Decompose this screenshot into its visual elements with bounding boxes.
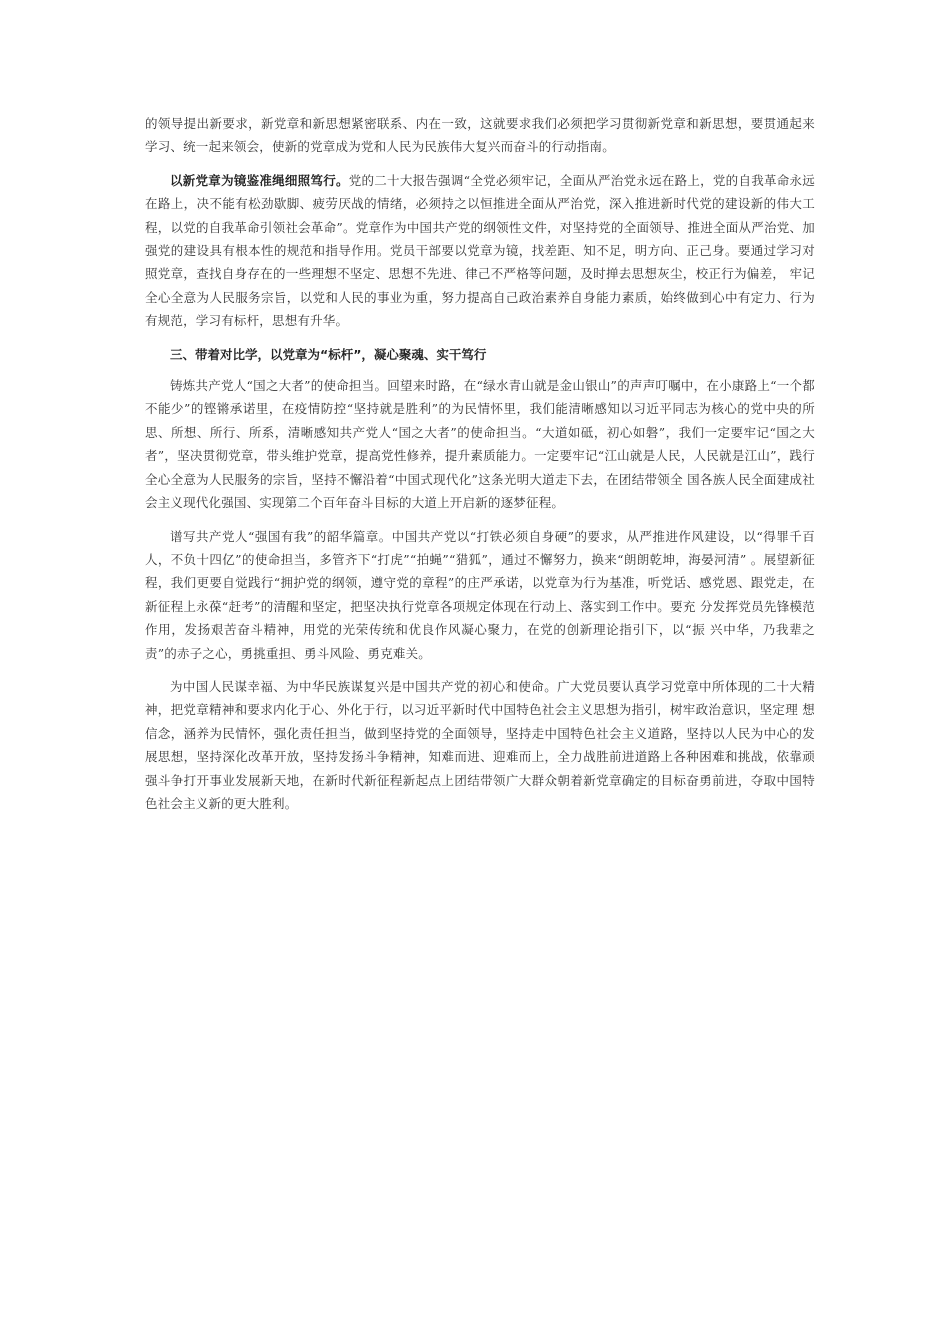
paragraph-lead: 以新党章为镜鉴准绳细照笃行。 (170, 172, 349, 188)
paragraph-mission: 铸炼共产党人“国之大者”的使命担当。回望来时路，在“绿水青山就是金山银山”的声声叮嘱中，在小康路上“一个都不能少”的铿锵承诺里，在疫情防控“坚持就是胜利”的为民情怀里，我们能清晰感知以习近平同志为核心的党中央的所思、所想、所行、所系，清晰感知共产党人“国之大者”的使命担当。“大道如砥，初心如磐”，我们一定要牢记“国之大者”，坚决贯彻党章，带头维护党章，提高党性修养，提升素质能力。一定要牢记“江山就是人民，人民就是江山”，践行全心全意为人民服务的宗旨，坚持不懈沿着“中国式现代化”这条光明大道走下去，在团结带领全 国各族人民全面建成社会主义现代化强国、实现第二个百年奋斗目标的大道上开启新的逐梦征程。 (145, 378, 815, 511)
document-page (145, 112, 815, 825)
paragraph-original-aspiration: 为中国人民谋幸福、为中华民族谋复兴是中国共产党的初心和使命。广大党员要认真学习党章中所体现的二十大精神，把党章精神和要求内化于心、外化于行，以习近平新时代中国特色社会主义思想为指引，树牢政治意识，坚定理 想信念，涵养为民情怀，强化责任担当，做到坚持党的全面领导，坚持走中国特色社会主义道路，坚持以人民为中心的发 展思想，坚持深化改革开放，坚持发扬斗争精神，知难而进、迎难而上，全力战胜前进道路上各种困难和挑战，依靠顽 强斗争打开事业发展新天地，在新时代新征程新起点上团结带领广大群众朝着新党章确定的目标奋勇前进，夺取中国特 色社会主义新的更大胜利。 (145, 678, 815, 811)
paragraph-mirror (145, 169, 815, 333)
paragraph-text: 的领导提出新要求，新党章和新思想紧密联系、内在一致，这就要求我们必须把学习贯彻新党章和新思想，要贯通起来学习、统一起来领会，使新的党章成为党和人民为民族伟大复兴而奋斗的行动指南。 (145, 116, 815, 155)
paragraph-text: 党的二十大报告强调“全党必须牢记，全面从严治党永远在路上，党的自我革命永远在路上，决不能有松劲歇脚、疲劳厌战的情绪，必须持之以恒推进全面从严治党，深入推进新时代党的建设新的伟大工程，以党的自我革命引领社会革命”。党章作为中国共产党的纲领性文件，对坚持党的全面领导、推进全面从严治党、加强党的建设具有根本性的规范和指导作用。党员干部要以党章为镜，找差距、知不足，明方向、正己身。要通过学习对照党章，查找自身存在的一些理想不坚定、思想不先进、律己不严格等问题，及时掸去思想灰尘，校正行为偏差， 牢记全心全意为人民服务宗旨，以党和人民的事业为重，努力提高自己政治素养自身能力素质，始终做到心中有定力、行为有规范，学习有标杆，思想有升华。 (145, 172, 815, 329)
paragraph-chapter: 谱写共产党人“强国有我”的韶华篇章。中国共产党以“打铁必须自身硬”的要求，从严推进作风建设，以“得罪千百人，不负十四亿”的使命担当，多管齐下“打虎”“拍蝇”“猎狐”，通过不懈努力，换来“朗朗乾坤，海晏河清” 。展望新征程，我们更要自觉践行“拥护党的纲领，遵守党的章程”的庄严承诺，以党章为行为基准，听党话、感党恩、跟党走，在新征程上永葆“赶考”的清醒和坚定，把坚决执行党章各项规定体现在行动上、落实到工作中。要充 分发挥党员先锋模范作用，发扬艰苦奋斗精神，用党的光荣传统和优良作风凝心聚力，在党的创新理论指引下，以“振 兴中华，乃我辈之责”的赤子之心，勇挑重担、勇斗风险、勇克难关。 (145, 528, 815, 661)
section-heading: 三、带着对比学，以党章为“标杆”，凝心聚魂、实干笃行 (170, 346, 487, 362)
paragraph-continued (145, 112, 815, 159)
